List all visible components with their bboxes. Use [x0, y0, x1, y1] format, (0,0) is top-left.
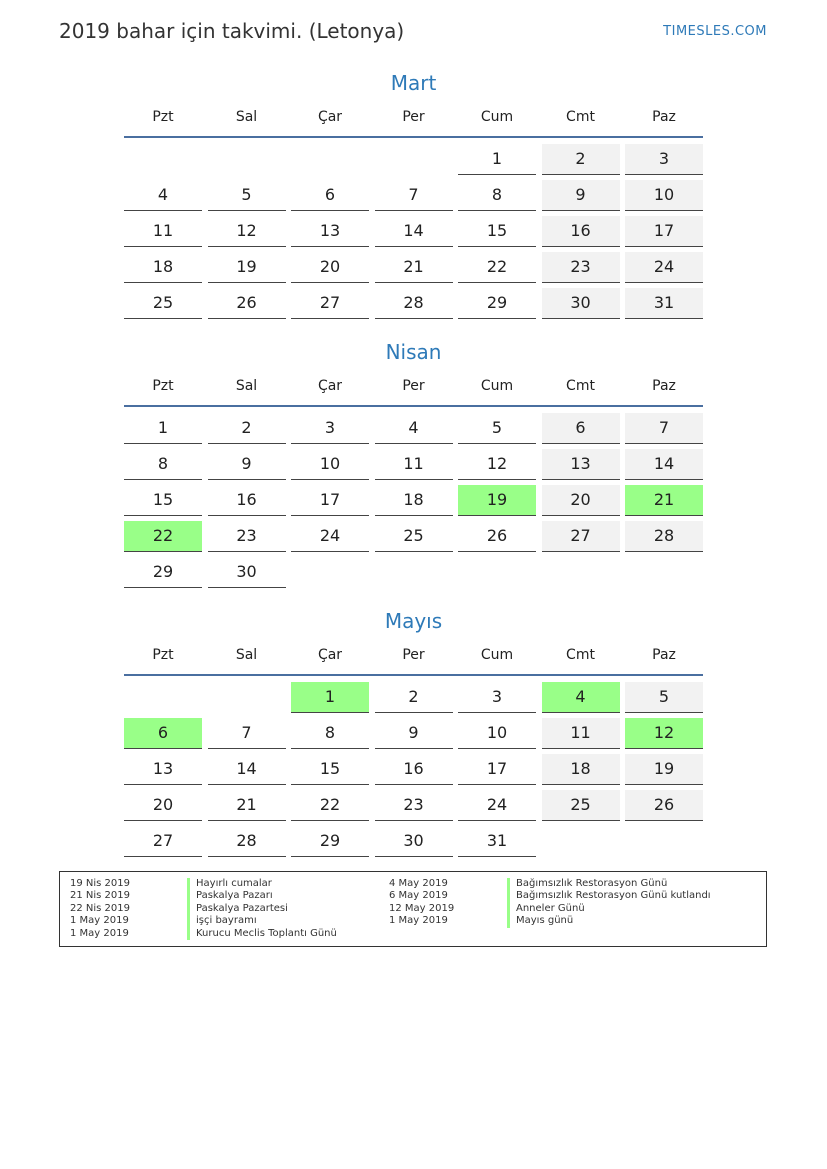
- day-cell[interactable]: 31: [458, 826, 536, 857]
- day-cell[interactable]: 4: [124, 180, 202, 211]
- day-cell[interactable]: 3: [458, 682, 536, 713]
- legend-left-dates: [70, 878, 130, 940]
- day-cell[interactable]: 7: [208, 718, 286, 749]
- legend-left-names: [187, 878, 337, 940]
- day-cell[interactable]: 14: [375, 216, 453, 247]
- day-cell[interactable]: 18: [542, 754, 620, 785]
- day-cell[interactable]: 15: [458, 216, 536, 247]
- day-cell[interactable]: 30: [208, 557, 286, 588]
- weekday-label: Sal: [235, 109, 258, 125]
- day-cell[interactable]: 1: [291, 682, 369, 713]
- day-cell[interactable]: 21: [625, 485, 703, 516]
- weekday-label: Per: [402, 109, 425, 125]
- day-cell[interactable]: 30: [375, 826, 453, 857]
- day-cell[interactable]: 16: [208, 485, 286, 516]
- day-cell[interactable]: 21: [375, 252, 453, 283]
- weekday-label: Pzt: [152, 378, 174, 394]
- holiday-legend: [59, 871, 767, 947]
- weekday-label: Paz: [652, 378, 676, 394]
- day-cell[interactable]: 12: [625, 718, 703, 749]
- day-grid: [124, 411, 703, 591]
- day-cell[interactable]: 24: [625, 252, 703, 283]
- legend-holiday-name: Bağımsızlık Restorasyon Günü kutlandı: [507, 890, 711, 902]
- day-cell[interactable]: 21: [208, 790, 286, 821]
- weekday-label: Per: [402, 378, 425, 394]
- legend-date: 19 Nis 2019: [70, 878, 130, 889]
- day-cell[interactable]: 13: [124, 754, 202, 785]
- day-cell[interactable]: 24: [458, 790, 536, 821]
- weekday-label: Sal: [235, 647, 258, 663]
- day-cell[interactable]: 6: [124, 718, 202, 749]
- day-cell[interactable]: 18: [375, 485, 453, 516]
- month-name: Mart: [390, 71, 437, 95]
- day-cell[interactable]: 28: [375, 288, 453, 319]
- day-cell[interactable]: 10: [291, 449, 369, 480]
- month-march: [124, 68, 703, 322]
- day-cell[interactable]: 16: [542, 216, 620, 247]
- day-cell[interactable]: 22: [124, 521, 202, 552]
- legend-holiday-name: Hayırlı cumalar: [187, 878, 337, 890]
- day-cell[interactable]: 22: [291, 790, 369, 821]
- legend-holiday-name: Mayıs günü: [507, 915, 711, 927]
- day-cell[interactable]: 17: [458, 754, 536, 785]
- day-cell[interactable]: 27: [291, 288, 369, 319]
- day-cell[interactable]: 4: [375, 413, 453, 444]
- day-cell[interactable]: 8: [458, 180, 536, 211]
- day-cell[interactable]: 26: [458, 521, 536, 552]
- day-cell[interactable]: 25: [542, 790, 620, 821]
- weekday-label: Cmt: [566, 109, 595, 125]
- legend-date: 22 Nis 2019: [70, 902, 130, 914]
- weekday-label: Pzt: [152, 647, 174, 663]
- legend-right-names: [507, 878, 711, 928]
- weekday-label: Çar: [317, 109, 343, 125]
- legend-date: 6 May 2019: [389, 890, 448, 902]
- legend-holiday-name: Bağımsızlık Restorasyon Günü: [507, 878, 711, 890]
- legend-holiday-name: Anneler Günü: [507, 903, 711, 915]
- day-cell[interactable]: 19: [208, 252, 286, 283]
- day-cell[interactable]: 7: [375, 180, 453, 211]
- day-cell[interactable]: 27: [542, 521, 620, 552]
- day-cell[interactable]: 8: [291, 718, 369, 749]
- day-grid: [124, 680, 703, 860]
- day-cell[interactable]: 28: [625, 521, 703, 552]
- day-cell[interactable]: 23: [375, 790, 453, 821]
- day-cell[interactable]: 8: [124, 449, 202, 480]
- day-cell[interactable]: 2: [208, 413, 286, 444]
- day-cell[interactable]: 5: [208, 180, 286, 211]
- day-cell[interactable]: 3: [625, 144, 703, 175]
- day-cell[interactable]: 11: [542, 718, 620, 749]
- day-cell[interactable]: 20: [291, 252, 369, 283]
- day-cell[interactable]: 18: [124, 252, 202, 283]
- day-cell[interactable]: 6: [291, 180, 369, 211]
- day-cell[interactable]: 6: [542, 413, 620, 444]
- page-title: 2019 bahar için takvimi. (Letonya): [59, 19, 405, 43]
- legend-holiday-name: Paskalya Pazarı: [187, 890, 337, 902]
- day-cell[interactable]: 13: [291, 216, 369, 247]
- day-grid: [124, 142, 703, 322]
- day-cell[interactable]: 24: [291, 521, 369, 552]
- brand-link[interactable]: TIMESLES.COM: [663, 24, 767, 39]
- legend-date: 4 May 2019: [389, 878, 448, 889]
- day-cell[interactable]: 19: [625, 754, 703, 785]
- day-cell[interactable]: 11: [124, 216, 202, 247]
- weekday-label: Paz: [652, 647, 676, 663]
- weekday-label: Cmt: [566, 378, 595, 394]
- legend-holiday-name: Kurucu Meclis Toplantı Günü: [187, 928, 337, 940]
- empty-cell: [124, 144, 202, 174]
- day-cell[interactable]: 7: [625, 413, 703, 444]
- empty-cell: [208, 144, 286, 174]
- day-cell[interactable]: 2: [542, 144, 620, 175]
- day-cell[interactable]: 20: [124, 790, 202, 821]
- legend-holiday-name: Paskalya Pazartesi: [187, 903, 337, 915]
- legend-date: 21 Nis 2019: [70, 890, 130, 902]
- day-cell[interactable]: 17: [291, 485, 369, 516]
- day-cell[interactable]: 12: [208, 216, 286, 247]
- weekday-label: Cum: [480, 109, 514, 125]
- weekday-label: Per: [402, 647, 425, 663]
- day-cell[interactable]: 5: [458, 413, 536, 444]
- day-cell[interactable]: 23: [542, 252, 620, 283]
- day-cell[interactable]: 28: [208, 826, 286, 857]
- day-cell[interactable]: 14: [208, 754, 286, 785]
- day-cell[interactable]: 26: [625, 790, 703, 821]
- weekday-label: Çar: [317, 378, 343, 394]
- day-cell[interactable]: 29: [458, 288, 536, 319]
- empty-cell: [208, 682, 286, 712]
- day-cell[interactable]: 15: [124, 485, 202, 516]
- weekday-label: Pzt: [152, 109, 174, 125]
- month-april: [124, 337, 703, 591]
- weekday-label: Cum: [480, 647, 514, 663]
- day-cell[interactable]: 31: [625, 288, 703, 319]
- day-cell[interactable]: 20: [542, 485, 620, 516]
- day-cell[interactable]: 10: [458, 718, 536, 749]
- legend-holiday-name: işçi bayramı: [187, 915, 337, 927]
- weekday-header: [124, 367, 703, 407]
- day-cell[interactable]: 27: [124, 826, 202, 857]
- day-cell[interactable]: 2: [375, 682, 453, 713]
- day-cell[interactable]: 9: [375, 718, 453, 749]
- legend-date: 1 May 2019: [70, 927, 129, 939]
- weekday-label: Cum: [480, 378, 514, 394]
- day-cell[interactable]: 16: [375, 754, 453, 785]
- empty-cell: [291, 144, 369, 174]
- legend-right-dates: [389, 878, 454, 928]
- weekday-label: Cmt: [566, 647, 595, 663]
- day-cell[interactable]: 13: [542, 449, 620, 480]
- day-cell[interactable]: 12: [458, 449, 536, 480]
- day-cell[interactable]: 30: [542, 288, 620, 319]
- weekday-header: [124, 636, 703, 676]
- weekday-label: Çar: [317, 647, 343, 663]
- legend-date: 1 May 2019: [389, 915, 448, 927]
- day-cell[interactable]: 1: [124, 413, 202, 444]
- day-cell[interactable]: 1: [458, 144, 536, 175]
- day-cell[interactable]: 17: [625, 216, 703, 247]
- day-cell[interactable]: 29: [291, 826, 369, 857]
- legend-date: 1 May 2019: [70, 915, 129, 927]
- day-cell[interactable]: 14: [625, 449, 703, 480]
- day-cell[interactable]: 10: [625, 180, 703, 211]
- day-cell[interactable]: 25: [124, 288, 202, 319]
- day-cell[interactable]: 29: [124, 557, 202, 588]
- day-cell[interactable]: 5: [625, 682, 703, 713]
- empty-cell: [124, 682, 202, 712]
- day-cell[interactable]: 9: [542, 180, 620, 211]
- day-cell[interactable]: 4: [542, 682, 620, 713]
- month-name: Mayıs: [384, 609, 443, 633]
- day-cell[interactable]: 23: [208, 521, 286, 552]
- day-cell[interactable]: 15: [291, 754, 369, 785]
- legend-date: 12 May 2019: [389, 902, 455, 914]
- weekday-header: [124, 98, 703, 138]
- month-name: Nisan: [385, 340, 442, 364]
- weekday-label: Sal: [235, 378, 258, 394]
- weekday-label: Paz: [652, 109, 676, 125]
- day-cell[interactable]: 25: [375, 521, 453, 552]
- month-may: [124, 606, 703, 860]
- day-cell[interactable]: 11: [375, 449, 453, 480]
- day-cell[interactable]: 9: [208, 449, 286, 480]
- day-cell[interactable]: 22: [458, 252, 536, 283]
- day-cell[interactable]: 26: [208, 288, 286, 319]
- day-cell[interactable]: 19: [458, 485, 536, 516]
- empty-cell: [375, 144, 453, 174]
- day-cell[interactable]: 3: [291, 413, 369, 444]
